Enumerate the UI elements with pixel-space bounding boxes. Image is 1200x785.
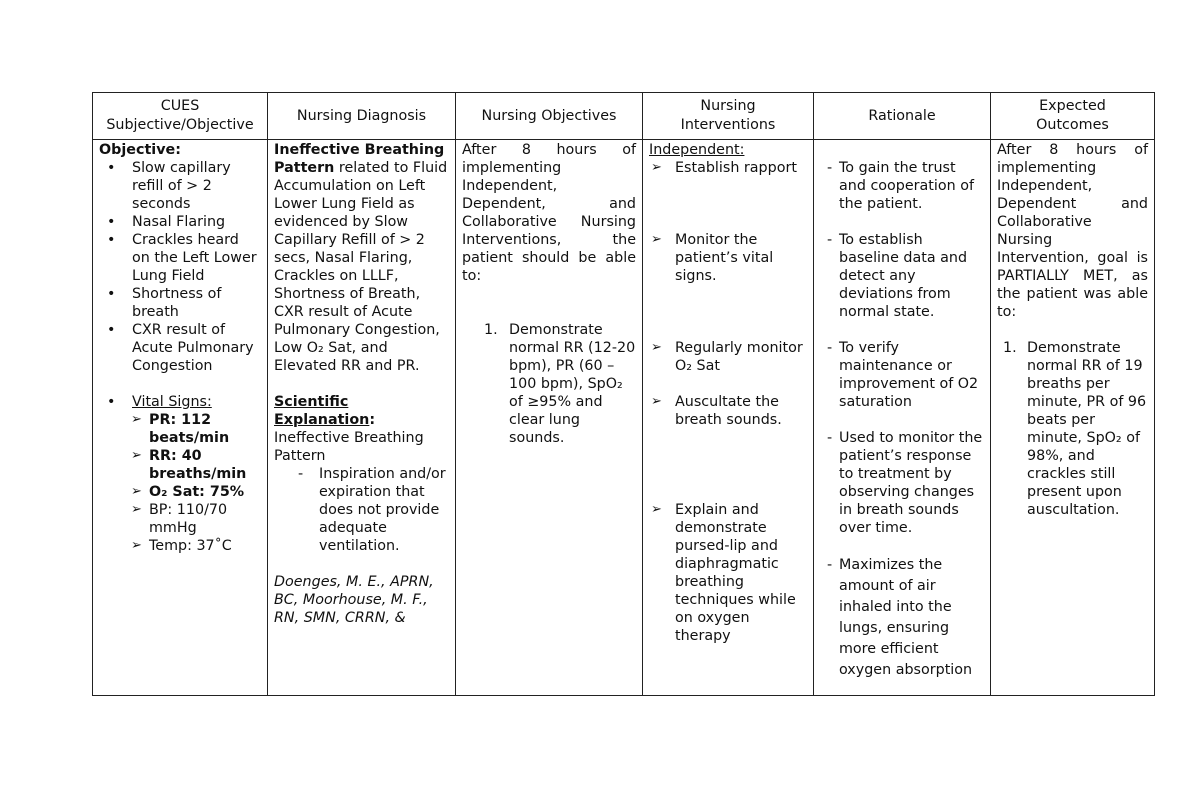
outcome-result (997, 339, 1148, 519)
bullet-icon: • (107, 232, 116, 248)
cues-list (99, 159, 261, 411)
intervention-text: Auscultate the breath sounds. (675, 394, 782, 428)
vital-text: PR: 112 beats/min (149, 412, 230, 446)
header-row (93, 93, 1155, 140)
arrow-icon: ➢ (651, 160, 662, 175)
intervention-item (649, 501, 807, 645)
intervention-item (649, 231, 807, 285)
cue-item (99, 285, 261, 321)
result-number: 1. (1003, 340, 1017, 356)
spacer (274, 375, 449, 393)
content-row (93, 140, 1155, 696)
header-interventions (643, 93, 814, 140)
intervention-item (649, 393, 807, 429)
header-cues-line2: Subjective/Objective (106, 117, 254, 133)
cue-text: CXR result of Acute Pulmonary Congestion (132, 322, 254, 374)
vital-item (125, 483, 261, 501)
objective-goal (462, 321, 636, 447)
header-outcomes-line2: Outcomes (1036, 117, 1109, 133)
colon: : (369, 412, 376, 428)
vital-text: O₂ Sat: 75% (149, 484, 245, 500)
arrow-icon: ➢ (131, 502, 142, 517)
arrow-icon: ➢ (651, 340, 662, 355)
scientific-explanation-text: Ineffective Breathing Pattern (274, 430, 424, 464)
objectives-intro: After 8 hours of implementing Independent, Dependent, and Collaborative Nursing Interventions, the patient should be able to: (462, 142, 636, 284)
intervention-text: Regularly monitor O₂ Sat (675, 340, 803, 374)
vital-text: Temp: 37˚C (149, 538, 232, 554)
header-cues-line1: CUES (160, 98, 200, 114)
goal-number: 1. (484, 322, 498, 338)
rationale-text: Used to monitor the patient’s response to treatment by observing changes in breath sounds over time. (839, 430, 983, 536)
arrow-icon: ➢ (651, 232, 662, 247)
citation: Doenges, M. E., APRN, BC, Moorhouse, M. F., RN, SMN, CRRN, & (274, 574, 434, 626)
spacer (820, 411, 984, 429)
intervention-text: Establish rapport (675, 160, 797, 176)
diagnosis-title: Ineffective Breathing Pattern (274, 142, 445, 176)
vital-item (125, 537, 261, 555)
dash-icon: - (298, 466, 304, 482)
diagnosis-statement (274, 141, 449, 375)
spacer (649, 285, 807, 339)
rationale-item (820, 555, 984, 681)
rationale-item (820, 429, 984, 537)
rationale-text: To establish baseline data and detect any deviations from normal state. (839, 232, 968, 320)
header-interventions-line1: Nursing (700, 98, 756, 114)
vital-text: RR: 40 breaths/min (149, 448, 247, 482)
bullet-icon: • (107, 394, 116, 410)
dash-icon: - (827, 340, 833, 356)
arrow-icon: ➢ (651, 394, 662, 409)
bullet-icon: • (107, 160, 116, 176)
cue-text: Crackles heard on the Left Lower Lung Field (132, 232, 257, 284)
dash-icon: - (827, 160, 833, 176)
cue-item (99, 213, 261, 231)
rationale-cell (814, 140, 991, 696)
spacer (820, 141, 984, 159)
rationale-text: Maximizes the amount of air inhaled into the lungs, ensuring more efficient oxygen absorption (839, 557, 973, 678)
rationale-item (820, 231, 984, 321)
intervention-text: Explain and demonstrate pursed-lip and diaphragmatic breathing techniques while on oxygen therapy (675, 502, 796, 644)
arrow-icon: ➢ (131, 484, 142, 499)
header-outcomes-line1: Expected (1039, 98, 1106, 114)
cue-text: Nasal Flaring (132, 214, 226, 230)
diagnosis-cell (268, 140, 456, 696)
arrow-icon: ➢ (131, 538, 142, 553)
arrow-icon: ➢ (131, 448, 142, 463)
vital-signs-item (99, 393, 261, 411)
spacer (649, 429, 807, 501)
dash-icon: - (827, 430, 833, 446)
header-rationale: Rationale (814, 93, 991, 140)
arrow-icon: ➢ (131, 412, 142, 427)
spacer (649, 177, 807, 231)
spacer (649, 375, 807, 393)
cue-item (99, 231, 261, 285)
bullet-icon: • (107, 214, 116, 230)
outcomes-intro: After 8 hours of implementing Independent, Dependent and Collaborative Nursing Intervention, goal is PARTIALLY MET, as the patient was able to: (997, 142, 1148, 320)
header-outcomes (991, 93, 1155, 140)
dash-icon: - (827, 232, 833, 248)
interventions-cell (643, 140, 814, 696)
spacer (820, 537, 984, 555)
vital-text: BP: 110/70 mmHg (149, 502, 228, 536)
header-diagnosis: Nursing Diagnosis (268, 93, 456, 140)
point-text: Inspiration and/or expiration that does not provide adequate ventilation. (319, 466, 446, 554)
cue-text: Slow capillary refill of > 2 seconds (132, 160, 231, 212)
intervention-item (649, 159, 807, 177)
objective-label: Objective: (99, 142, 181, 158)
vital-item (125, 447, 261, 483)
nursing-care-plan-table (92, 92, 1155, 696)
vitals-list (99, 411, 261, 555)
diagnosis-body: related to Fluid Accumulation on Left Lower Lung Field as evidenced by Slow Capillary Refill of > 2 secs, Nasal Flaring, Crackles on LLLF, Shortness of Breath, CXR result of Acute Pulmonary Congestion, Low O₂ Sat, and Elevated RR and PR. (274, 160, 448, 374)
dash-icon: - (827, 557, 833, 573)
rationale-item (820, 339, 984, 411)
rationale-item (820, 159, 984, 213)
outcomes-cell (991, 140, 1155, 696)
spacer (820, 321, 984, 339)
cues-cell (93, 140, 268, 696)
spacer (997, 321, 1148, 339)
intervention-item (649, 339, 807, 375)
vital-item (125, 411, 261, 447)
rationale-text: To verify maintenance or improvement of O2 saturation (839, 340, 979, 410)
cue-item (99, 321, 261, 375)
result-text: Demonstrate normal RR of 19 breaths per minute, PR of 96 beats per minute, SpO₂ of 98%, and crackles still present upon auscultation. (1027, 340, 1147, 518)
bullet-icon: • (107, 286, 116, 302)
vital-item (125, 501, 261, 537)
objectives-cell (456, 140, 643, 696)
arrow-icon: ➢ (651, 502, 662, 517)
scientific-explanation-point (274, 465, 449, 555)
independent-label: Independent: (649, 142, 745, 158)
intervention-text: Monitor the patient’s vital signs. (675, 232, 774, 284)
header-cues (93, 93, 268, 140)
header-objectives: Nursing Objectives (456, 93, 643, 140)
cue-item (99, 159, 261, 213)
vital-signs-label: Vital Signs: (132, 394, 212, 410)
goal-text: Demonstrate normal RR (12-20 bpm), PR (60 – 100 bpm), SpO₂ of ≥95% and clear lung sounds. (509, 322, 636, 446)
cue-text: Shortness of breath (132, 286, 222, 320)
spacer (820, 213, 984, 231)
scientific-explanation-heading (274, 393, 449, 429)
scientific-explanation-label: Scientific Explanation (274, 394, 370, 428)
spacer (462, 285, 636, 321)
header-interventions-line2: Interventions (680, 117, 776, 133)
spacer (274, 555, 449, 573)
bullet-icon: • (107, 322, 116, 338)
rationale-text: To gain the trust and cooperation of the patient. (839, 160, 975, 212)
spacer (99, 375, 261, 393)
